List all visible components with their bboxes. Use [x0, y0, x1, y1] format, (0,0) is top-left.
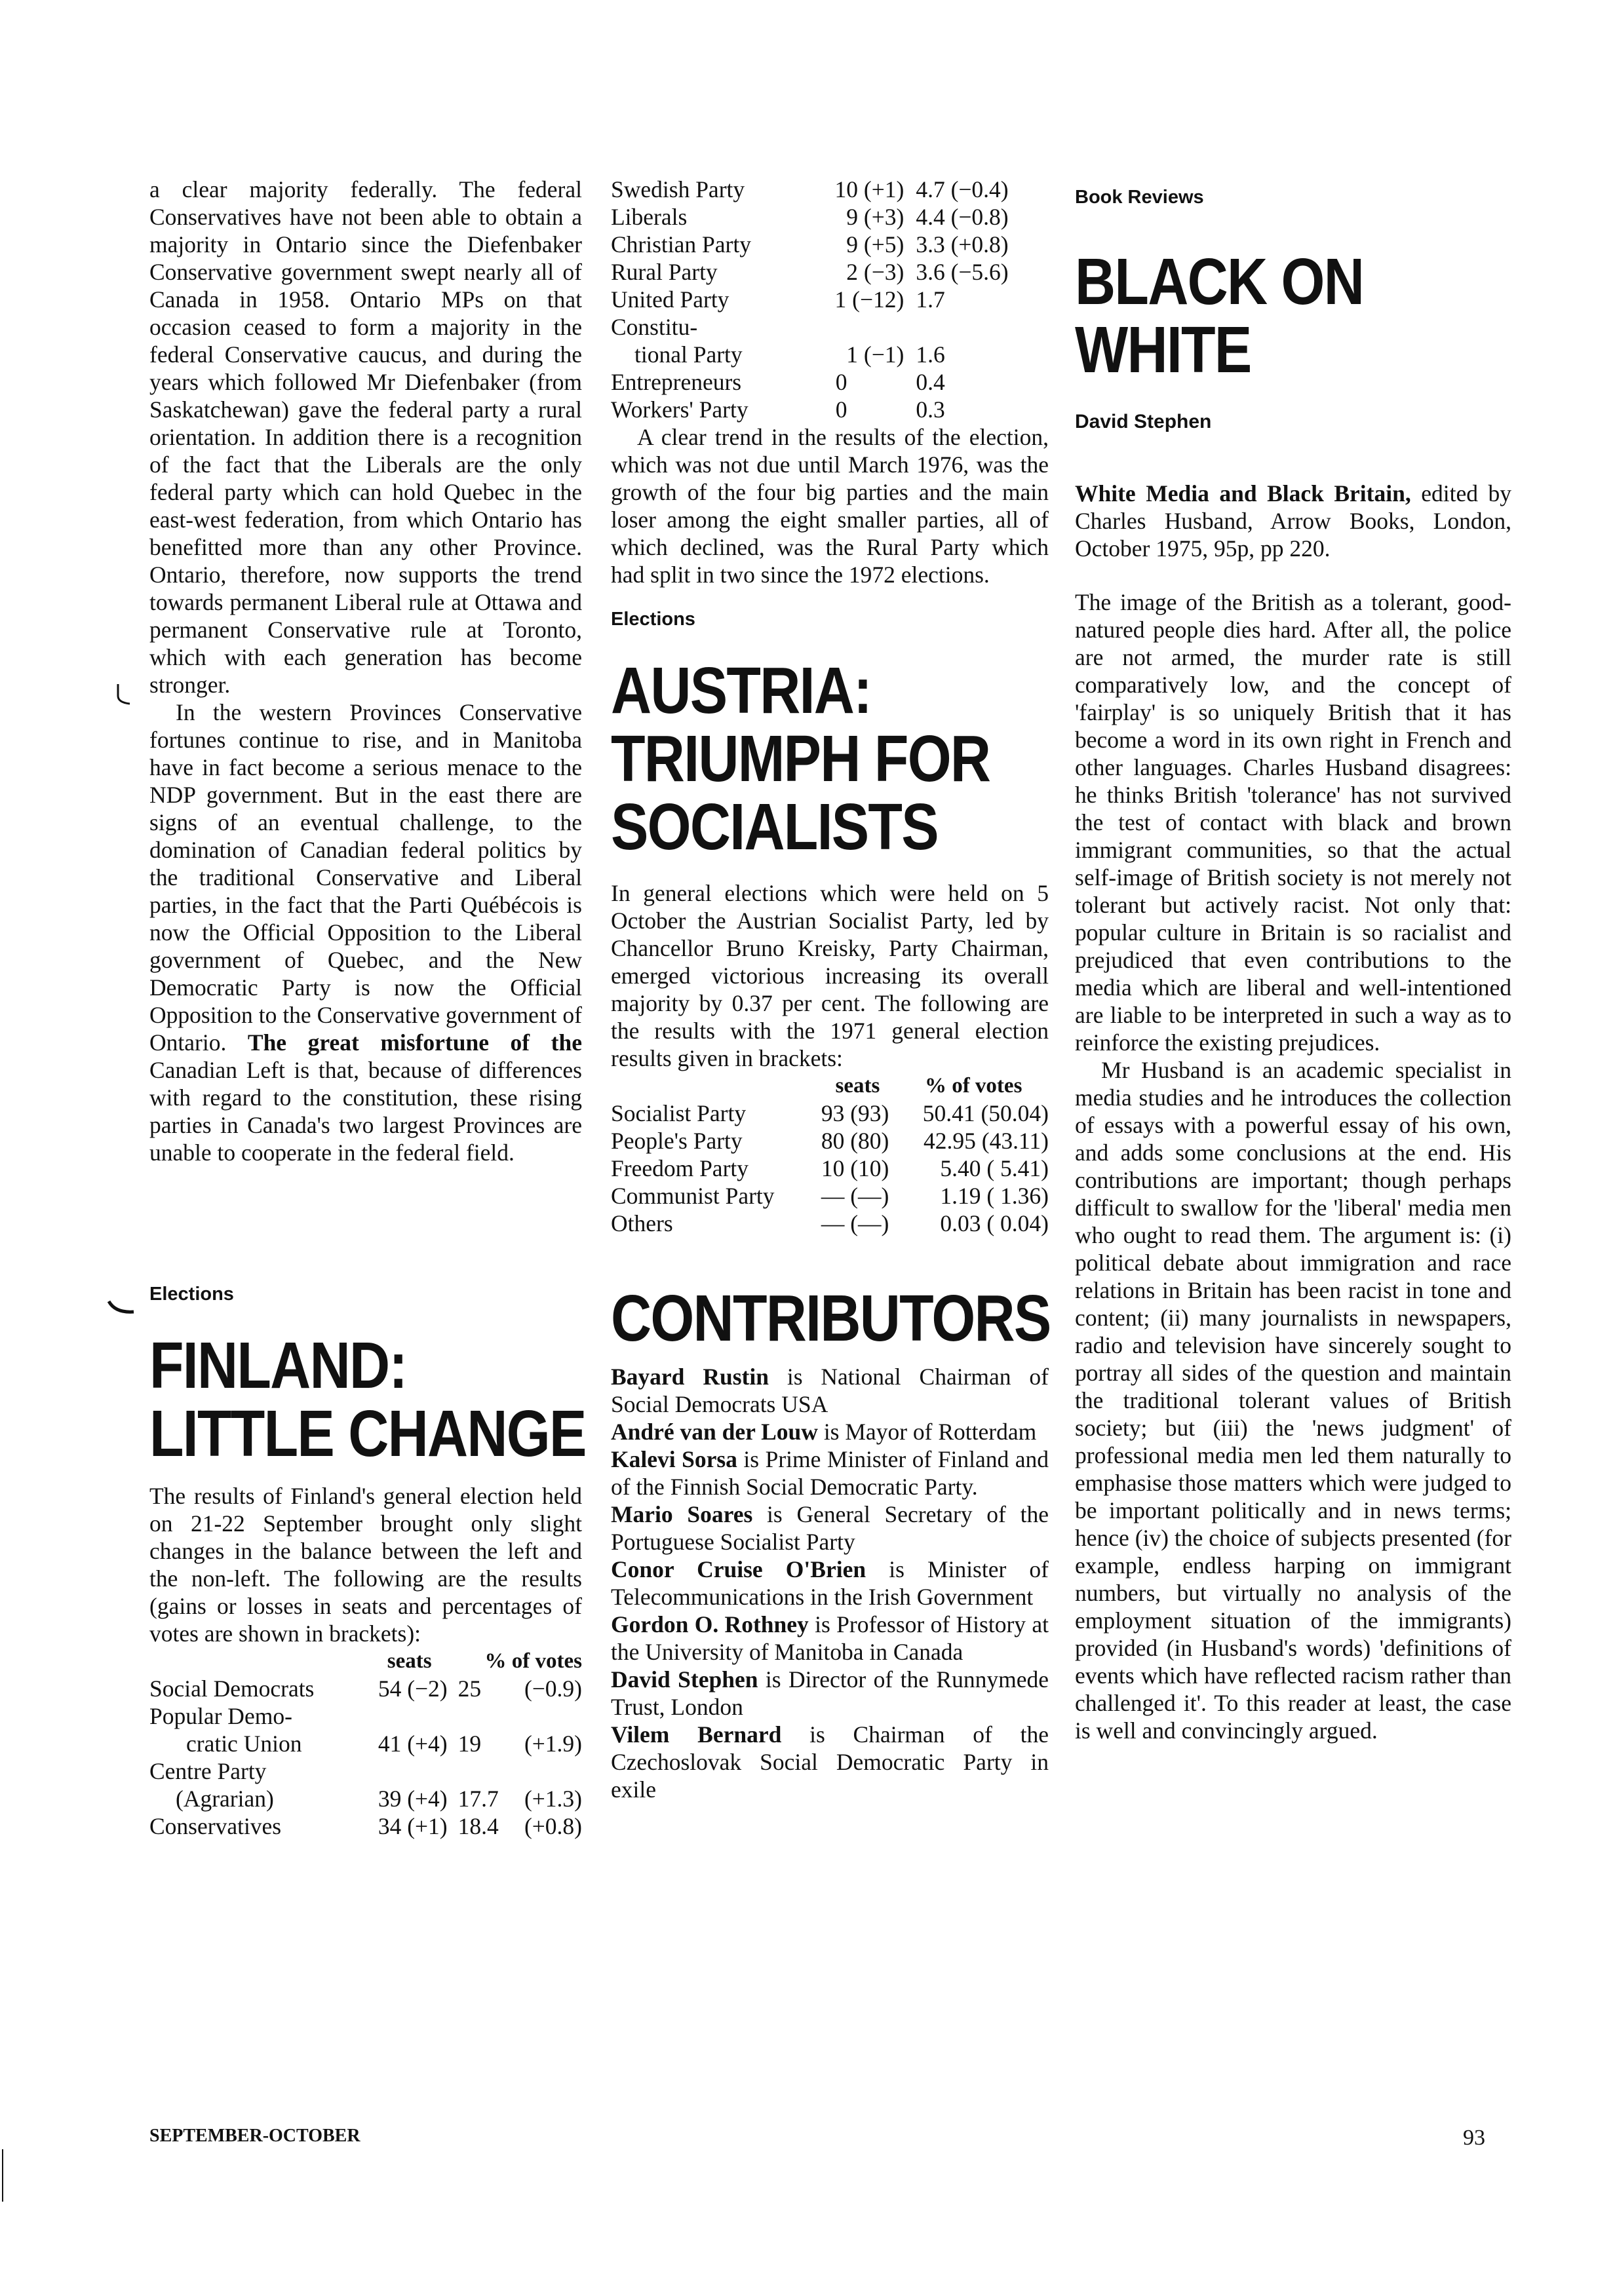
book-details: edited by Charles Husband, Arrow Books, London, October 1975, 95p, pp 220. [1075, 480, 1511, 562]
contributor-name: Gordon O. Rothney [611, 1611, 809, 1637]
party-votes: 4.4 (−0.8) [916, 204, 1009, 230]
party-name: Others [611, 1210, 673, 1236]
review-section-label: Book Reviews [1075, 187, 1204, 208]
table-row [149, 1757, 582, 1785]
table-row [611, 1155, 1049, 1182]
party-votes: 0.3 [916, 396, 945, 423]
contributor-role: is Prime Minister of Finland and of the Finnish Social Democratic Party. [611, 1446, 1049, 1500]
party-name: Entrepreneurs [611, 369, 742, 395]
canada-paragraph-2-end: Canadian Left is that, because of differences with regard to the constitution, these rising parties in Canada's two largest Provinces are unable to cooperate in the federal field. [149, 1057, 582, 1166]
list-item [611, 1721, 1049, 1803]
contributor-role: is General Secretary of the Portuguese Socialist Party [611, 1501, 1049, 1555]
party-votes-change: (+0.8) [524, 1813, 582, 1839]
party-name: Centre Party [149, 1758, 267, 1784]
party-votes-change: (+1.3) [524, 1786, 582, 1812]
list-item [611, 1363, 1049, 1418]
list-item [611, 1445, 1049, 1501]
party-name: United Party [611, 286, 730, 313]
list-item [611, 1666, 1049, 1721]
margin-pen-mark-icon [0, 2149, 7, 2202]
party-votes: 18.4 [457, 1813, 499, 1839]
finland-intro: The results of Finland's general election held on 21-22 September brought only slight changes in the balance between the left and the non-left. The following are the results (gains or losses in seats and percentages of votes are shown in brackets): [149, 1483, 582, 1647]
finland-section-label: Elections [149, 1284, 234, 1305]
party-seats: 9 (+5) [846, 231, 905, 258]
party-seats: — (—) [821, 1183, 889, 1209]
contributor-name: Bayard Rustin [611, 1364, 769, 1390]
canada-paragraph-2-text: In the western Provinces Conservative fortunes continue to rise, and in Manitoba have in fact become a serious menace to the NDP government. But in the east there are signs of an eventual challenge, to the domination of Canadian federal politics by the traditional Conservative and Liberal parties, in the fact that the Parti Québécois is now the Official Opposition to the Liberal government of Quebec, and the New Democratic Party is now the Official Opposition to the Conservative government of Ontario. [149, 699, 582, 1056]
table-row [611, 1127, 1049, 1155]
party-votes-change: (+1.9) [524, 1731, 582, 1757]
finland-trend-paragraph: A clear trend in the results of the election, which was not due until March 1976, was the growth of the four big parties and the main loser among the eight smaller parties, all of which declined, was the Rural Party which had split in two since the 1972 elections. [611, 424, 1049, 588]
austria-results-table [611, 1072, 1049, 1237]
party-seats: 0 [835, 369, 847, 395]
austria-intro: In general elections which were held on 5 October the Austrian Socialist Party, led by Chancellor Bruno Kreisky, Party Chairman, emerged victorious increasing its overall majority by 0.37 per cent. The following are the results with the 1971 general election results given in brackets: [611, 880, 1049, 1071]
review-author: David Stephen [1075, 411, 1212, 432]
contributor-role: is National Chairman of Social Democrats USA [611, 1364, 1049, 1417]
list-item [611, 1501, 1049, 1556]
page-number: 93 [1463, 2126, 1485, 2150]
table-row [611, 176, 1043, 203]
party-votes: 25 [457, 1675, 482, 1702]
austria-col-seats: seats [835, 1074, 880, 1098]
table-row [611, 1182, 1049, 1210]
canada-paragraph-2 [149, 698, 582, 1166]
party-votes: 0.4 [916, 369, 945, 395]
party-seats: 1 (−1) [846, 341, 905, 368]
table-row [611, 313, 1043, 341]
austria-col-votes: % of votes [924, 1074, 1022, 1098]
contributor-name: Mario Soares [611, 1501, 753, 1527]
book-title: White Media and Black Britain, [1075, 480, 1411, 507]
party-name: Social Democrats [149, 1675, 315, 1702]
column-middle [611, 176, 1049, 1803]
party-votes: 3.6 (−5.6) [916, 259, 1009, 285]
contributors-list [611, 1363, 1049, 1803]
table-row [611, 368, 1043, 396]
contributor-name: Vilem Bernard [611, 1721, 782, 1748]
table-row [149, 1730, 582, 1757]
contributor-role: is Director of the Runnymede Trust, London [611, 1666, 1049, 1720]
table-row [611, 203, 1043, 231]
column-left [149, 176, 586, 1840]
list-item [611, 1418, 1049, 1445]
party-seats: 1 (−12) [834, 286, 905, 313]
contributor-role: is Chairman of the Czechoslovak Social Democratic Party in exile [611, 1721, 1049, 1803]
contributor-name: André van der Louw [611, 1419, 818, 1445]
party-name: Conservatives [149, 1813, 282, 1839]
party-name: Christian Party [611, 231, 751, 258]
party-name: Popular Demo- [149, 1703, 292, 1729]
party-votes: 17.7 [457, 1786, 499, 1812]
margin-pen-mark-icon [105, 1297, 144, 1324]
contributor-role: is Professor of History at the University of Manitoba in Canada [611, 1611, 1049, 1665]
party-votes: 3.3 (+0.8) [916, 231, 1009, 258]
table-row [149, 1812, 582, 1840]
party-votes: 19 [457, 1731, 482, 1757]
party-name: People's Party [611, 1128, 743, 1154]
party-seats: 34 (+1) [378, 1813, 448, 1839]
review-paragraph-1: The image of the British as a tolerant, good-natured people dies hard. After all, the police are not armed, the murder rate is still comparatively low, and the concept of 'fairplay' is so uniquely British that it has become a word in its own right in French and other languages. Charles Husband disagrees: he thinks British 'tolerance' has not survived the test of contact with black and brown immigrant communities, so that the actual self-image of British society is not merely not tolerant but actively racist. Not only that: popular culture in Britain is so racialist and prejudiced that even contributions to the media which are liberal and well-intentioned are liable to be interpreted in such a way as to reinforce the existing prejudices. [1075, 589, 1511, 1056]
party-votes: 5.40 ( 5.41) [940, 1155, 1049, 1181]
austria-headline-line3: SOCIALISTS [611, 790, 938, 864]
table-row [611, 231, 1043, 258]
finland-headline-line2: LITTLE CHANGE [149, 1397, 586, 1470]
finland-col-votes: % of votes [484, 1649, 582, 1673]
party-name: Swedish Party [611, 176, 745, 202]
party-seats: 41 (+4) [378, 1731, 448, 1757]
party-name: tional Party [634, 341, 743, 368]
review-headline-line1: BLACK ON [1075, 245, 1364, 318]
table-row [611, 341, 1043, 368]
table-row [149, 1702, 582, 1730]
table-row [611, 1100, 1049, 1127]
review-headline-line2: WHITE [1075, 313, 1251, 387]
table-row [611, 1210, 1049, 1237]
party-name: Constitu- [611, 314, 698, 340]
party-votes: 50.41 (50.04) [922, 1100, 1049, 1126]
canada-paragraph-1: a clear majority federally. The federal Conservatives have not been able to obtain a majority in Ontario since the Diefenbaker Conservative government swept nearly all of Canada in 1958. Ontario MPs on that occasion ceased to form a majority in the federal Conservative caucus, and during the years which followed Mr Diefenbaker (from Saskatchewan) gave the federal party a rural orientation. In addition there is a recognition of the fact that the Liberals are the only federal party which can hold Quebec in the east-west federation, from which Ontario has benefitted more than any other Province. Ontario, therefore, now supports the trend towards permanent Liberal rule at Ottawa and permanent Conservative rule at Toronto, which with each generation has become stronger. [149, 176, 582, 698]
party-seats: 9 (+3) [846, 204, 905, 230]
footer-issue-date: SEPTEMBER-OCTOBER [149, 2126, 360, 2146]
table-row [149, 1675, 582, 1702]
party-seats: 0 [835, 396, 847, 423]
party-votes: 1.19 ( 1.36) [940, 1183, 1049, 1209]
party-votes: 4.7 (−0.4) [916, 176, 1009, 202]
party-name: Rural Party [611, 259, 718, 285]
column-right [1075, 176, 1511, 1744]
list-item [611, 1611, 1049, 1666]
list-item [611, 1556, 1049, 1611]
party-name: Liberals [611, 204, 688, 230]
review-paragraph-2: Mr Husband is an academic specialist in media studies and he introduces the collection of essays with a powerful essay of his own, and adds some conclusions at the end. His contributions are important; though perhaps difficult to swallow for the 'liberal' media men who ought to read them. The argument is: (i) political debate about immigration and race relations in Britain has been racist in tone and content; (ii) many journalists in newspapers, radio and television have sincerely sought to portray all sides of the question and maintain the traditional tolerant values of British society; but (iii) the 'news judgment' of professional media men led them naturally to emphasise those matters which were judged to be important politically and in news terms; hence (iv) the choice of subjects presented (for example, endless harping on immigrant numbers, but virtually no analysis of the employment situation of the immigrants) provided (in Husband's words) 'definitions of events which have reflected racism rather than challenged it'. To this reader at least, the case is well and convincingly argued. [1075, 1057, 1511, 1744]
party-seats: 39 (+4) [378, 1786, 448, 1812]
party-name: (Agrarian) [176, 1786, 274, 1812]
austria-section-label: Elections [611, 609, 695, 630]
contributor-role: is Minister of Telecommunications in the Irish Government [611, 1556, 1049, 1610]
contributor-name: Kalevi Sorsa [611, 1446, 737, 1472]
contributor-name: Conor Cruise O'Brien [611, 1556, 866, 1582]
party-seats: 10 (+1) [834, 176, 905, 202]
book-citation [1075, 480, 1511, 562]
party-votes: 1.7 [916, 286, 945, 313]
party-votes: 0.03 ( 0.04) [940, 1210, 1049, 1236]
table-row [149, 1785, 582, 1812]
canada-paragraph-2-bold: The great misfortune of the [247, 1029, 582, 1056]
contributor-name: David Stephen [611, 1666, 758, 1693]
finland-results-table-continued [611, 176, 1043, 423]
finland-col-seats: seats [387, 1649, 432, 1673]
party-name: Socialist Party [611, 1100, 747, 1126]
contributors-headline: CONTRIBUTORS [611, 1282, 1051, 1355]
margin-pen-mark-icon [109, 681, 142, 714]
party-seats: 10 (10) [821, 1155, 889, 1181]
party-seats: 80 (80) [821, 1128, 889, 1154]
table-row [611, 258, 1043, 286]
party-votes: 1.6 [916, 341, 945, 368]
austria-results-header [611, 1072, 1049, 1100]
austria-headline-line1: AUSTRIA: [611, 654, 872, 727]
finland-headline-line1: FINLAND: [149, 1329, 407, 1402]
finland-results-header [149, 1647, 582, 1675]
party-name: Workers' Party [611, 396, 749, 423]
party-seats: 93 (93) [821, 1100, 889, 1126]
party-name: cratic Union [186, 1731, 302, 1757]
party-seats: 2 (−3) [846, 259, 905, 285]
austria-headline-line2: TRIUMPH FOR [611, 722, 990, 795]
finland-results-table [149, 1647, 582, 1840]
party-seats: — (—) [821, 1210, 889, 1236]
party-seats: 54 (−2) [378, 1675, 448, 1702]
party-name: Communist Party [611, 1183, 775, 1209]
party-name: Freedom Party [611, 1155, 749, 1181]
table-row [611, 286, 1043, 313]
party-votes-change: (−0.9) [524, 1675, 582, 1702]
contributor-role: is Mayor of Rotterdam [823, 1419, 1037, 1445]
table-row [611, 396, 1043, 423]
party-votes: 42.95 (43.11) [924, 1128, 1049, 1154]
